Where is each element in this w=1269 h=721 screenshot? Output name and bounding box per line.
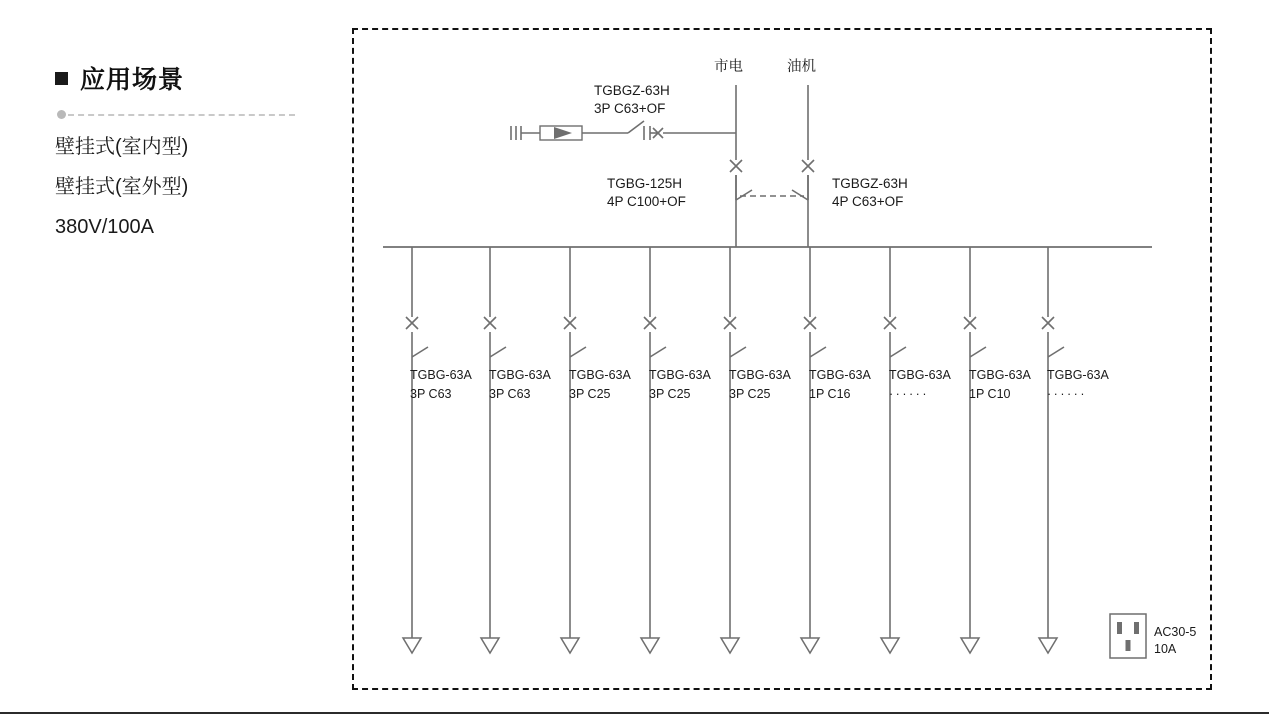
branch-model: TGBG-63A [809, 368, 871, 382]
left-panel-line-3: 380V/100A [55, 216, 154, 238]
branch-spec: 3P C25 [729, 387, 771, 402]
branch-spec: 1P C16 [809, 387, 851, 402]
branch-label [649, 366, 711, 405]
section-title-text: 应用场景 [80, 66, 185, 94]
left-panel [55, 60, 305, 239]
socket-rating-label: 10A [1154, 642, 1177, 656]
mains-breaker-spec: 4P C100+OF [607, 194, 686, 209]
socket-model-label: AC30-5 [1154, 625, 1197, 639]
branch-label [410, 366, 472, 405]
branch-label [889, 366, 951, 405]
left-panel-line-2: 壁挂式(室外型) [55, 176, 189, 198]
branch-spec: 1P C10 [969, 387, 1011, 402]
incoming-breaker-spec: 3P C63+OF [594, 101, 666, 116]
branch-spec: 3P C25 [569, 387, 611, 402]
branch-model: TGBG-63A [410, 368, 472, 382]
branch-label [809, 366, 871, 405]
branch-model: TGBG-63A [1047, 368, 1109, 382]
branch-spec: ······ [1047, 387, 1087, 402]
branch-label [489, 366, 551, 405]
divider [57, 110, 295, 119]
generator-breaker-model: TGBGZ-63H [832, 176, 908, 191]
branch-label [569, 366, 631, 405]
branch-label [1047, 366, 1109, 405]
divider-line [68, 114, 295, 116]
divider-dot-icon [57, 110, 66, 119]
branch-spec: ······ [889, 387, 929, 402]
section-title [55, 60, 305, 96]
branch-model: TGBG-63A [969, 368, 1031, 382]
generator-source-label: 油机 [787, 59, 816, 75]
branch-label [969, 366, 1031, 405]
branch-spec: 3P C63 [410, 387, 452, 402]
diagram-frame [352, 28, 1212, 690]
branch-model: TGBG-63A [569, 368, 631, 382]
branch-spec: 3P C63 [489, 387, 531, 402]
branch-model: TGBG-63A [649, 368, 711, 382]
branch-spec: 3P C25 [649, 387, 691, 402]
branch-model: TGBG-63A [889, 368, 951, 382]
incoming-breaker-model: TGBGZ-63H [594, 83, 670, 98]
branch-model: TGBG-63A [489, 368, 551, 382]
mains-source-label: 市电 [714, 59, 743, 75]
branch-label [729, 366, 791, 405]
mains-breaker-model: TGBG-125H [607, 176, 683, 191]
branch-model: TGBG-63A [729, 368, 791, 382]
square-bullet-icon [55, 72, 68, 85]
generator-breaker-spec: 4P C63+OF [832, 194, 904, 209]
bottom-rule [0, 712, 1269, 714]
left-panel-line-1: 壁挂式(室内型) [55, 136, 189, 158]
